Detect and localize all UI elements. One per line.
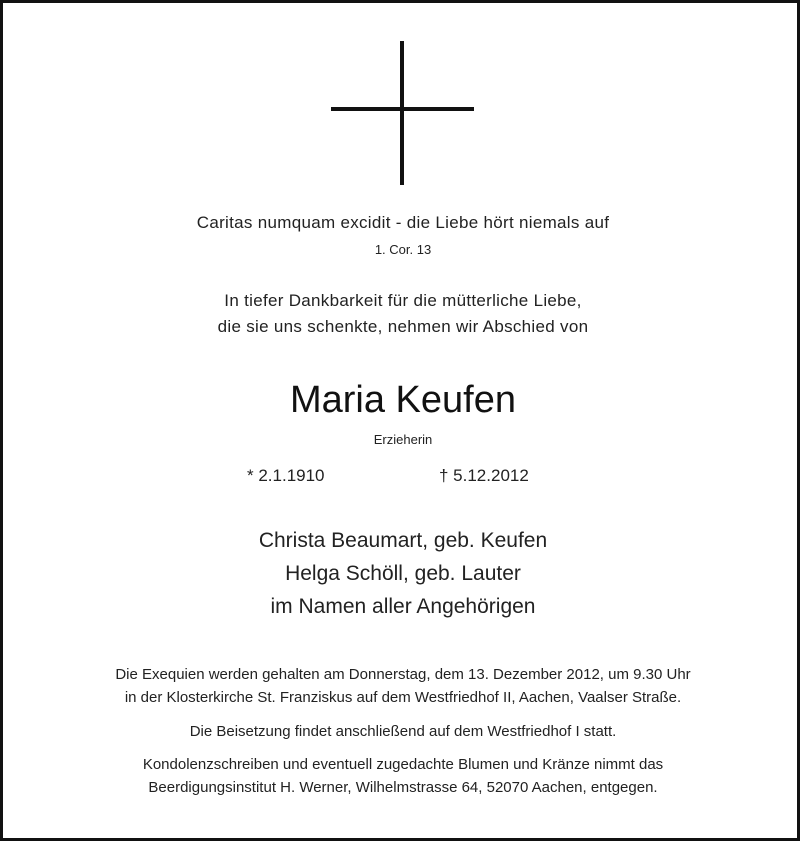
intro-line-2: die sie uns schenkte, nehmen wir Abschied von (217, 317, 589, 336)
mourner-3: im Namen aller Angehörigen (270, 595, 536, 618)
cross-horizontal-bar (331, 107, 474, 111)
death-date: † 5.12.2012 (439, 466, 529, 485)
motto: Caritas numquam excidit - die Liebe hört niemals auf (196, 213, 610, 232)
bible-reference: 1. Cor. 13 (374, 242, 432, 257)
deceased-occupation: Erzieherin (373, 432, 433, 447)
service-line-1: Die Exequien werden gehalten am Donnerstag, dem 13. Dezember 2012, um 9.30 Uhr (115, 666, 691, 683)
burial-line: Die Beisetzung findet anschließend auf dem Westfriedhof I statt. (189, 723, 617, 740)
cross-vertical-bar (400, 41, 404, 185)
service-line-2: in der Klosterkirche St. Franziskus auf dem Westfriedhof II, Aachen, Vaalser Straße. (124, 689, 682, 706)
mourner-2: Helga Schöll, geb. Lauter (285, 562, 521, 585)
mourner-1: Christa Beaumart, geb. Keufen (258, 529, 548, 552)
deceased-name: Maria Keufen (289, 379, 516, 421)
birth-date: * 2.1.1910 (247, 466, 325, 485)
intro-line-1: In tiefer Dankbarkeit für die mütterliche Liebe, (224, 291, 582, 310)
condolence-line-2: Beerdigungsinstitut H. Werner, Wilhelmstrasse 64, 52070 Aachen, entgegen. (148, 779, 658, 796)
condolence-line-1: Kondolenzschreiben und eventuell zugedachte Blumen und Kränze nimmt das (142, 756, 664, 773)
